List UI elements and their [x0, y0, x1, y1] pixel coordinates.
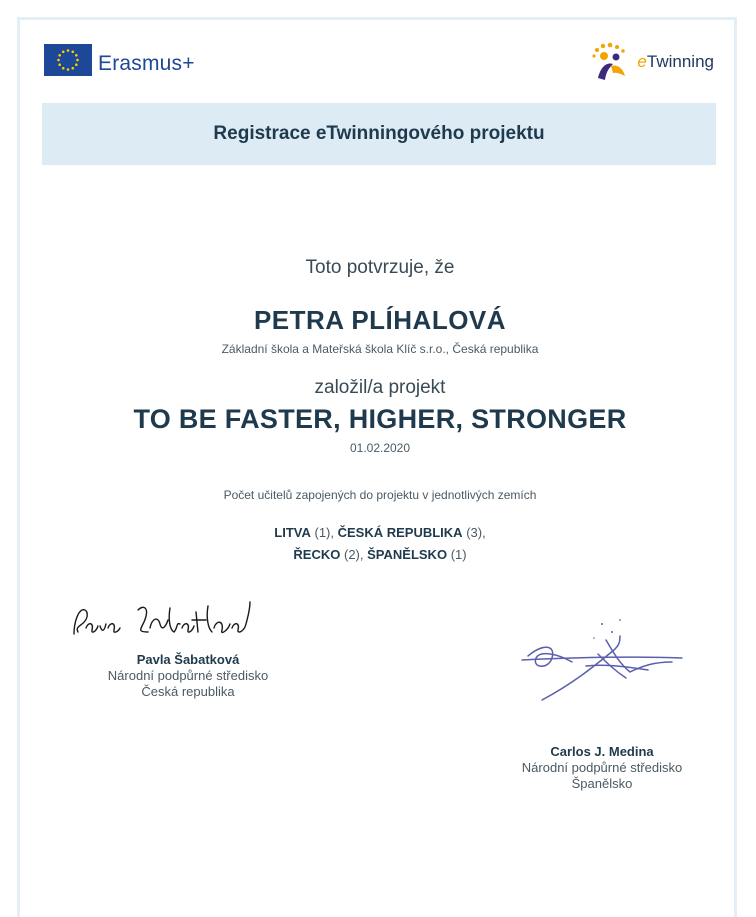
erasmus-logo-text: Erasmus+ [98, 52, 195, 75]
country-item: LITVA (1), [274, 525, 338, 540]
person-name: PETRA PLÍHALOVÁ [253, 305, 507, 335]
signatory-name: Pavla Šabatková [136, 652, 240, 667]
title-band [42, 103, 716, 165]
country-item: ŘECKO (2), [293, 547, 368, 562]
signature-right-image [502, 600, 702, 710]
teachers-label: Počet učitelů zapojených do projektu v jednotlivých zemích [223, 488, 537, 502]
signatory-country: Španělsko [571, 776, 633, 791]
etwinning-logo-suffix: Twinning [646, 52, 714, 71]
etwinning-logo-text [637, 52, 714, 72]
erasmus-logo [44, 44, 195, 76]
signature-left [68, 652, 308, 700]
school-name: Základní škola a Mateřská škola Klíč s.r.o., Česká republika [221, 342, 539, 356]
signatory-country: Česká republika [141, 684, 235, 699]
country-line [20, 522, 740, 544]
etwinning-logo-prefix: e [637, 52, 647, 71]
confirm-text: Toto potvrzuje, že [305, 257, 455, 278]
founded-text: založil/a projekt [314, 377, 446, 398]
signature-right [502, 744, 702, 792]
signatory-name: Carlos J. Medina [550, 744, 654, 759]
eu-flag-icon [44, 44, 92, 76]
country-line [20, 544, 740, 566]
country-item: ČESKÁ REPUBLIKA (3), [337, 525, 486, 540]
project-name: TO BE FASTER, HIGHER, STRONGER [133, 404, 627, 434]
signatory-org: Národní podpůrné středisko [107, 668, 269, 683]
signature-left-image [68, 598, 308, 648]
etwinning-logo [589, 42, 714, 82]
country-item: ŠPANĚLSKO (1) [367, 547, 467, 562]
etwinning-figures-icon [589, 42, 635, 82]
certificate-frame [17, 17, 737, 917]
signatory-org: Národní podpůrné středisko [521, 760, 683, 775]
project-date: 01.02.2020 [349, 441, 411, 455]
country-list [20, 522, 740, 566]
certificate-title: Registrace eTwinningového projektu [213, 123, 545, 144]
